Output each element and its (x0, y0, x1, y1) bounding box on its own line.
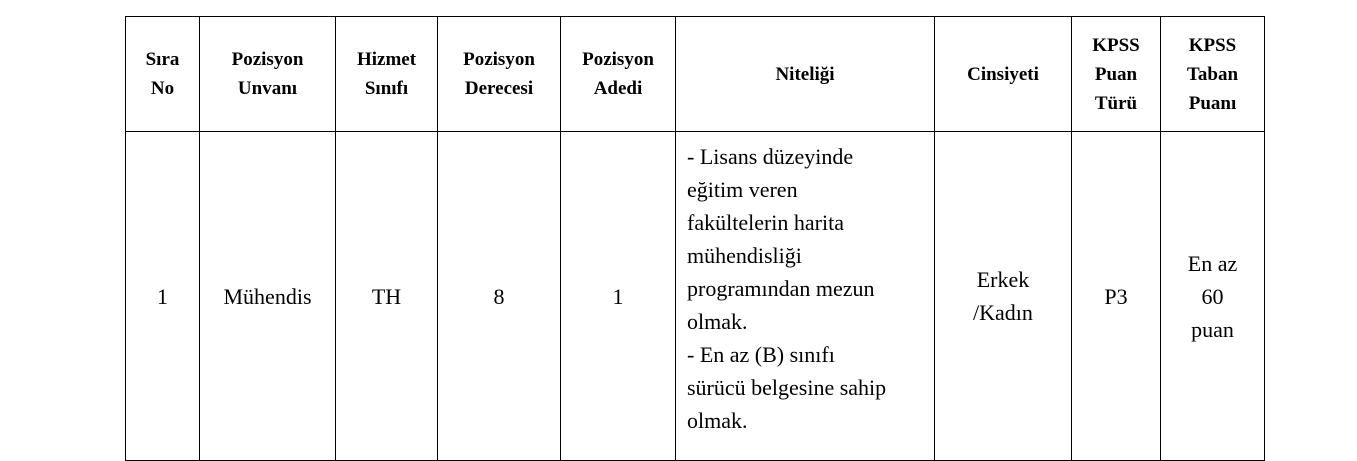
qualification-line: eğitim veren (687, 177, 798, 202)
cell-pozisyon-derecesi: 8 (438, 132, 561, 461)
header-niteligi (676, 17, 935, 132)
cell-kpss-taban-puani-line-2: 60 (1201, 283, 1224, 309)
header-kpss-taban-puani-line-3: Puanı (1188, 92, 1237, 114)
header-niteligi-line-1: Niteliği (775, 63, 835, 85)
qualification-line: sürücü belgesine sahip (687, 375, 887, 400)
qualification-line: olmak. (687, 309, 748, 334)
header-hizmet-sinifi (336, 17, 438, 132)
header-pozisyon-derecesi-line-2: Derecesi (464, 78, 534, 99)
cell-kpss-taban-puani-line-1: En az (1187, 250, 1238, 276)
table-row (126, 132, 1265, 461)
qualification-line: mühendisliği (687, 243, 802, 268)
header-kpss-puan-turu-line-3: Türü (1094, 92, 1138, 114)
header-pozisyon-adedi-line-2: Adedi (593, 78, 643, 99)
cell-kpss-taban-puani (1161, 132, 1265, 461)
header-kpss-puan-turu-line-2: Puan (1094, 63, 1138, 85)
header-sira-no-line-2: No (150, 78, 175, 99)
header-pozisyon-unvani-line-2: Unvanı (237, 78, 298, 99)
cell-kpss-puan-turu: P3 (1072, 132, 1161, 461)
cell-pozisyon-adedi: 1 (561, 132, 676, 461)
header-pozisyon-adedi (561, 17, 676, 132)
header-sira-no (126, 17, 200, 132)
header-pozisyon-derecesi (438, 17, 561, 132)
positions-table (125, 16, 1265, 461)
header-pozisyon-derecesi-line-1: Pozisyon (463, 49, 535, 70)
header-cinsiyeti-line-1: Cinsiyeti (967, 63, 1039, 85)
header-kpss-puan-turu-line-1: KPSS (1092, 34, 1140, 56)
cell-cinsiyeti-line-2: /Kadın (973, 300, 1033, 325)
header-hizmet-sinifi-line-2: Sınıfı (364, 78, 409, 99)
qualification-line: olmak. (687, 408, 748, 433)
header-cinsiyeti (935, 17, 1072, 132)
header-row (126, 17, 1265, 132)
header-pozisyon-adedi-line-1: Pozisyon (582, 49, 654, 70)
qualification-line: fakültelerin harita (687, 210, 844, 235)
cell-cinsiyeti-line-1: Erkek (976, 267, 1030, 292)
cell-kpss-taban-puani-line-3: puan (1191, 316, 1234, 342)
header-kpss-taban-puani-line-1: KPSS (1188, 34, 1237, 56)
cell-niteligi (676, 132, 935, 461)
cell-hizmet-sinifi: TH (336, 132, 438, 461)
cell-cinsiyeti (935, 132, 1072, 461)
header-kpss-puan-turu (1072, 17, 1161, 132)
header-pozisyon-unvani-line-1: Pozisyon (231, 49, 304, 70)
cell-sira-no: 1 (126, 132, 200, 461)
qualification-line: - Lisans düzeyinde (687, 144, 854, 169)
qualification-line: - En az (B) sınıfı (687, 342, 835, 367)
cell-pozisyon-unvani: Mühendis (200, 132, 336, 461)
header-kpss-taban-puani-line-2: Taban (1186, 63, 1239, 85)
header-hizmet-sinifi-line-1: Hizmet (356, 49, 417, 70)
header-kpss-taban-puani (1161, 17, 1265, 132)
qualification-line: programından mezun (687, 276, 875, 301)
header-pozisyon-unvani (200, 17, 336, 132)
header-sira-no-line-1: Sıra (145, 49, 180, 70)
